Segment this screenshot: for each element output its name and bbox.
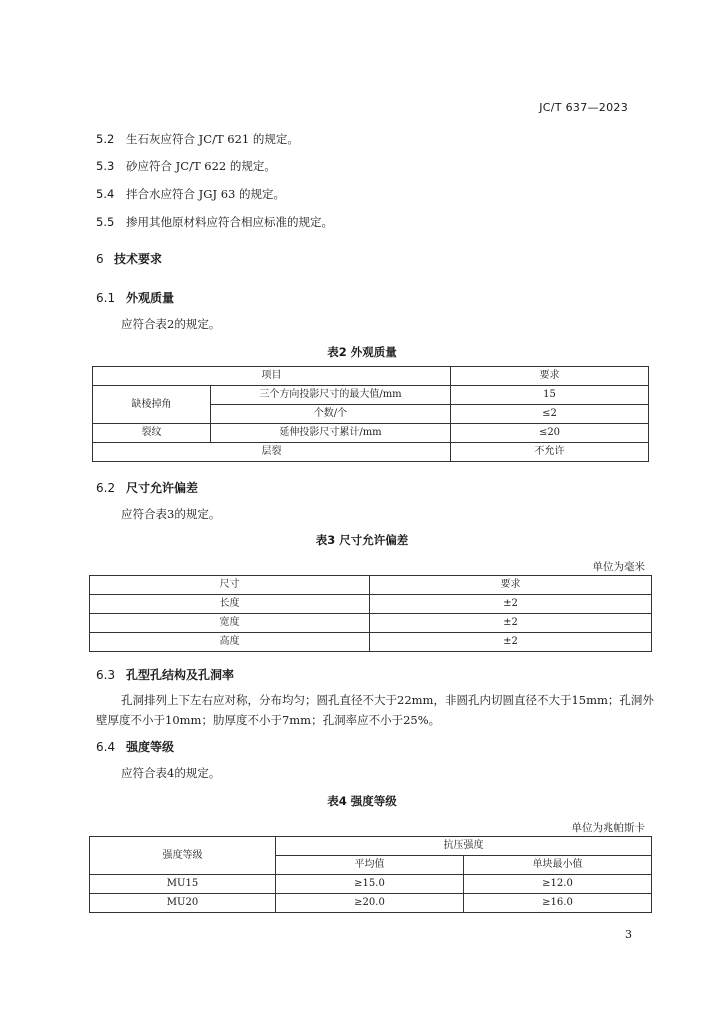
section-6-heading	[96, 250, 162, 267]
table4	[89, 836, 652, 913]
table3-caption: 表3 尺寸允许偏差	[315, 533, 409, 547]
req-cell: ≤20	[451, 424, 649, 443]
clause-text: 砂应符合 JC/T 622 的规定。	[126, 159, 276, 173]
section-title: 强度等级	[126, 740, 175, 754]
req-cell: ±2	[370, 595, 652, 614]
item-cell: 延伸投影尺寸累计/mm	[211, 424, 451, 443]
header-cell-req: 要求	[451, 367, 649, 386]
table-row	[90, 595, 652, 614]
clause-number: 5.2	[96, 132, 115, 146]
table2-caption: 表2 外观质量	[327, 345, 397, 359]
table-row	[93, 367, 649, 386]
section-number: 6	[96, 252, 104, 266]
section-number: 6.4	[96, 740, 116, 754]
table-row	[90, 576, 652, 595]
table4-caption: 表4 强度等级	[327, 794, 397, 808]
item-cell: 个数/个	[211, 405, 451, 424]
header-cell-grade: 强度等级	[90, 837, 276, 875]
size-cell: 长度	[90, 595, 370, 614]
avg-cell: ≥15.0	[276, 875, 464, 894]
header-cell-item: 项目	[93, 367, 451, 386]
avg-cell: ≥20.0	[276, 894, 464, 913]
section-6-4-text: 应符合表4的规定。	[121, 766, 221, 780]
grade-cell: MU15	[90, 875, 276, 894]
standard-code: JC/T 637—2023	[539, 101, 628, 114]
group-cell: 缺棱掉角	[93, 386, 211, 424]
section-title: 外观质量	[126, 291, 175, 305]
section-6-2-heading	[96, 479, 198, 496]
req-cell: ±2	[370, 614, 652, 633]
size-cell: 宽度	[90, 614, 370, 633]
header-cell-req: 要求	[370, 576, 652, 595]
table4-unit: 单位为兆帕斯卡	[571, 822, 645, 834]
header-cell-compressive: 抗压强度	[276, 837, 652, 856]
clause-number: 5.4	[96, 187, 115, 201]
min-cell: ≥16.0	[464, 894, 652, 913]
section-number: 6.2	[96, 481, 116, 495]
clause-5-2	[96, 131, 299, 147]
table-row	[90, 633, 652, 652]
clause-text: 拌合水应符合 JGJ 63 的规定。	[126, 187, 286, 201]
table3-unit: 单位为毫米	[592, 561, 645, 573]
req-cell: 不允许	[451, 443, 649, 462]
req-cell: ±2	[370, 633, 652, 652]
section-6-3-heading	[96, 666, 234, 683]
table-row	[93, 386, 649, 405]
clause-number: 5.5	[96, 215, 115, 229]
table3	[89, 575, 652, 652]
header-cell-min: 单块最小值	[464, 856, 652, 875]
section-title: 孔型孔结构及孔洞率	[126, 668, 235, 682]
section-title: 尺寸允许偏差	[126, 481, 199, 495]
item-cell: 三个方向投影尺寸的最大值/mm	[211, 386, 451, 405]
clause-5-3	[96, 158, 276, 174]
section-6-2-text: 应符合表3的规定。	[121, 507, 221, 521]
header-cell-avg: 平均值	[276, 856, 464, 875]
table-row	[90, 894, 652, 913]
clause-text: 掺用其他原材料应符合相应标准的规定。	[126, 215, 333, 229]
req-cell: 15	[451, 386, 649, 405]
section-6-1-text: 应符合表2的规定。	[121, 317, 221, 331]
section-6-3-text: 孔洞排列上下左右应对称，分布均匀；圆孔直径不大于22mm，非圆孔内切圆直径不大于15mm；孔洞外壁厚度不小于10mm；肋厚度不小于7mm；孔洞率应不小于25%。	[96, 693, 654, 727]
section-title: 技术要求	[114, 252, 163, 266]
section-number: 6.3	[96, 668, 116, 682]
size-cell: 高度	[90, 633, 370, 652]
page-number: 3	[625, 928, 632, 941]
section-6-1-heading	[96, 289, 174, 306]
clause-5-5	[96, 214, 333, 230]
grade-cell: MU20	[90, 894, 276, 913]
item-cell: 层裂	[93, 443, 451, 462]
req-cell: ≤2	[451, 405, 649, 424]
table-row	[90, 837, 652, 856]
min-cell: ≥12.0	[464, 875, 652, 894]
table-row	[93, 424, 649, 443]
table2	[92, 366, 649, 462]
table-row	[90, 614, 652, 633]
clause-5-4	[96, 186, 285, 202]
table-row	[93, 443, 649, 462]
header-cell-size: 尺寸	[90, 576, 370, 595]
clause-text: 生石灰应符合 JC/T 621 的规定。	[126, 132, 299, 146]
clause-number: 5.3	[96, 159, 115, 173]
section-6-4-heading	[96, 738, 174, 755]
section-number: 6.1	[96, 291, 116, 305]
table-row	[90, 875, 652, 894]
group-cell: 裂纹	[93, 424, 211, 443]
